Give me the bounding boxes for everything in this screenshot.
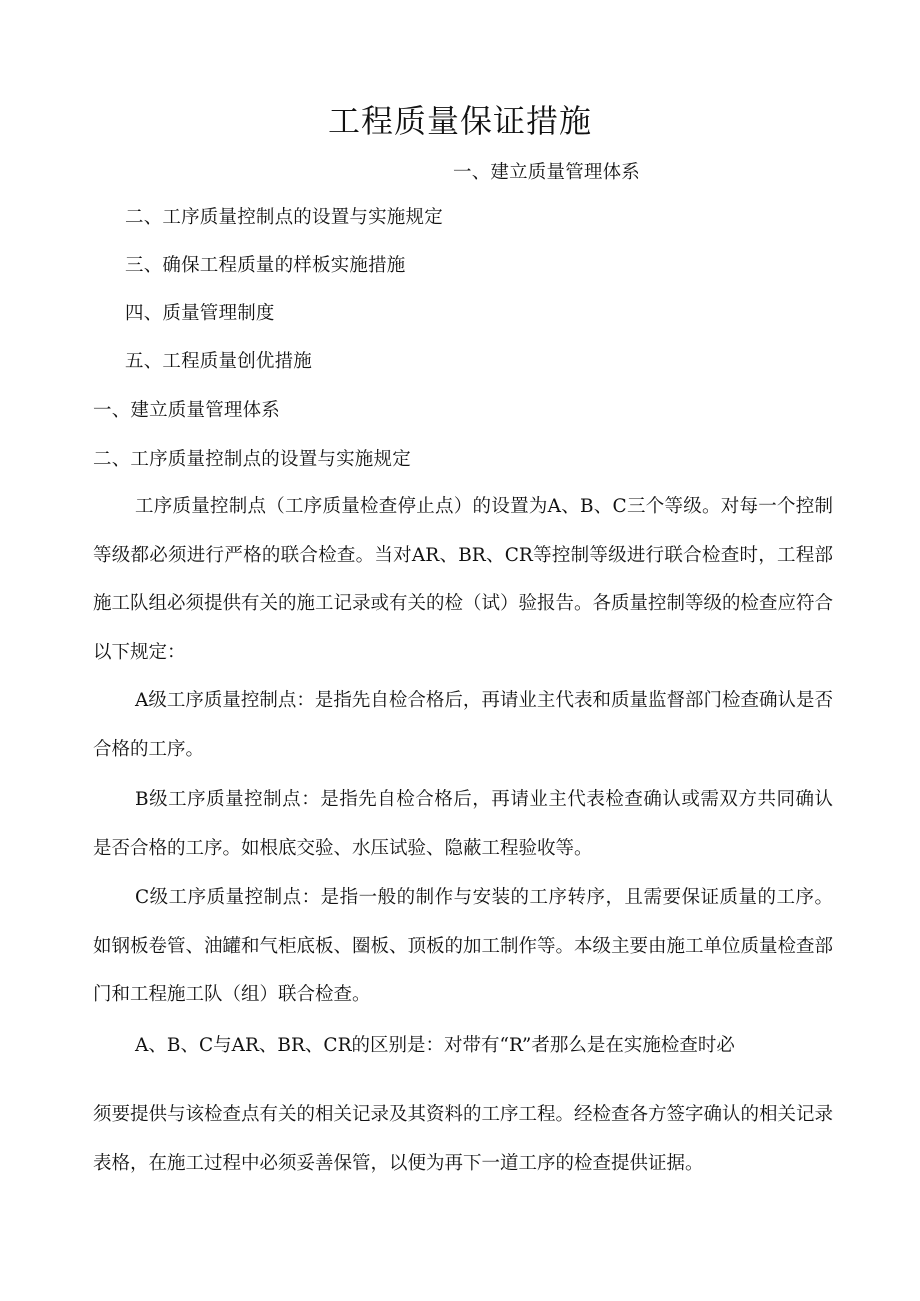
paragraph-level-c: C级工序质量控制点：是指一般的制作与安装的工序转序，且需要保证质量的工序。如钢板卷管、油罐和气柜底板、圈板、顶板的加工制作等。本级主要由施工单位质量检查部门和工程施工队（组）联合检查。 — [93, 887, 834, 1005]
toc-item-5: 五、工程质量创优措施 — [125, 351, 313, 372]
section-heading-1: 一、建立质量管理体系 — [93, 400, 281, 421]
section-heading-2: 二、工序质量控制点的设置与实施规定 — [93, 449, 411, 470]
paragraph-records: 须要提供与该检查点有关的相关记录及其资料的工序工程。经检查各方签字确认的相关记录表格，在施工过程中必须妥善保管，以便为再下一道工序的检查提供证据。 — [93, 1104, 834, 1174]
toc-item-3: 三、确保工程质量的样板实施措施 — [125, 255, 406, 276]
paragraph-level-a: A级工序质量控制点：是指先自检合格后，再请业主代表和质量监督部门检查确认是否合格的工序。 — [93, 690, 833, 760]
document-title: 工程质量保证措施 — [327, 102, 592, 140]
paragraph-control-levels: 工序质量控制点（工序质量检查停止点）的设置为A、B、C三个等级。对每一个控制等级都必须进行严格的联合检查。当对AR、BR、CR等控制等级进行联合检查时，工程部施工队组必须提供有关的施工记录或有关的检（试）验报告。各质量控制等级的检查应符合以下规定： — [93, 496, 834, 663]
toc-item-1: 一、建立质量管理体系 — [453, 162, 641, 183]
toc-item-2: 二、工序质量控制点的设置与实施规定 — [125, 207, 443, 228]
toc-item-4: 四、质量管理制度 — [125, 303, 275, 324]
paragraph-level-b: B级工序质量控制点：是指先自检合格后，再请业主代表检查确认或需双方共同确认是否合格的工序。如根底交验、水压试验、隐蔽工程验收等。 — [93, 789, 833, 859]
paragraph-difference: A、B、C与AR、BR、CR的区别是：对带有“R”者那么是在实施检查时必 — [135, 1035, 735, 1056]
